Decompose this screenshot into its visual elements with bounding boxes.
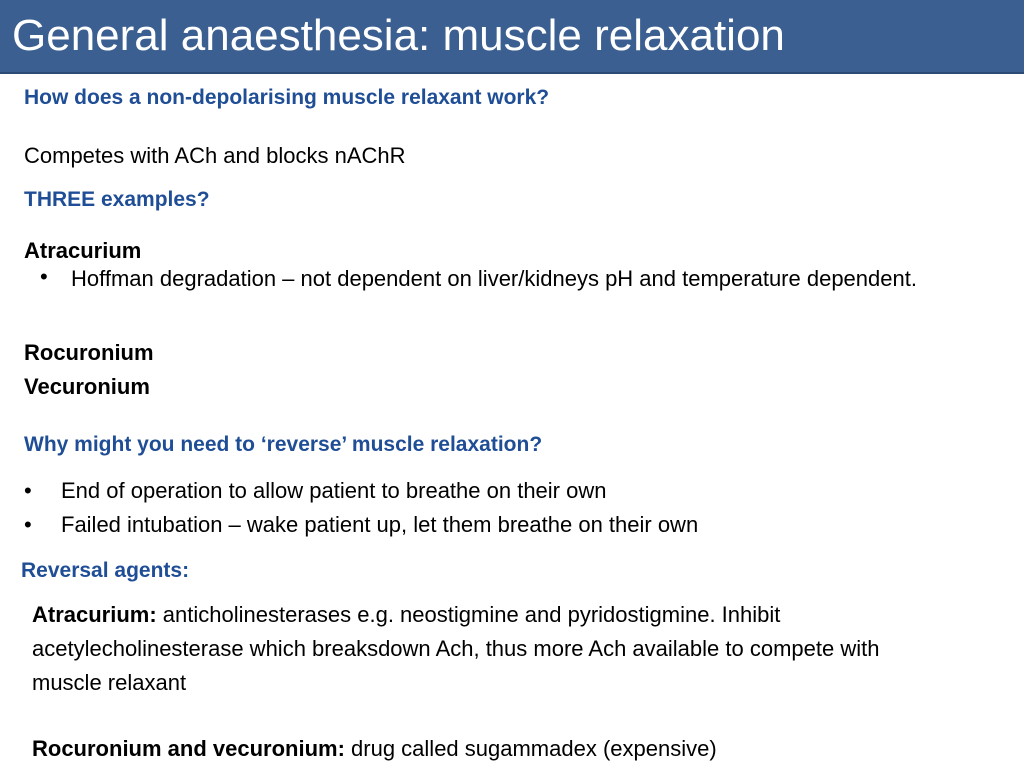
reversal-atracurium-label: Atracurium: — [32, 602, 157, 627]
reverse-bullet-text: End of operation to allow patient to breathe on their own — [61, 478, 607, 503]
question-examples: THREE examples? — [24, 188, 210, 211]
reverse-bullet — [24, 510, 1014, 540]
question-reversal-agents: Reversal agents: — [21, 559, 190, 582]
answer-mechanism: Competes with ACh and blocks nAChR — [24, 143, 406, 168]
question-mechanism: How does a non-depolarising muscle relaxant work? — [24, 86, 550, 109]
example-rocuronium: Rocuronium — [24, 340, 154, 365]
reverse-bullet — [24, 476, 1014, 506]
bullet-icon: • — [24, 512, 32, 537]
atracurium-bullet — [40, 262, 990, 328]
reversal-rocuronium-text: drug called sugammadex (expensive) — [344, 736, 717, 761]
reversal-rocuronium-vecuronium — [32, 734, 717, 764]
reversal-rocuronium-label: Rocuronium and vecuronium: — [32, 736, 345, 761]
example-atracurium: Atracurium — [24, 238, 142, 263]
title-bar — [0, 0, 1024, 74]
atracurium-bullet-text: Hoffman degradation – not dependent on liver/kidneys pH and temperature dependent. — [71, 266, 917, 291]
bullet-icon: • — [40, 264, 48, 289]
reversal-atracurium — [32, 598, 942, 700]
reversal-atracurium-text: anticholinesterases e.g. neostigmine and pyridostigmine. Inhibit acetylecholinesterase which breaksdown Ach, thus more Ach available to compete with muscle relaxant — [32, 602, 880, 695]
example-vecuronium: Vecuronium — [24, 374, 150, 399]
bullet-icon: • — [24, 478, 32, 503]
slide-title: General anaesthesia: muscle relaxation — [12, 11, 785, 60]
reverse-bullet-text: Failed intubation – wake patient up, let them breathe on their own — [61, 512, 699, 537]
question-reverse: Why might you need to ‘reverse’ muscle relaxation? — [24, 433, 543, 456]
